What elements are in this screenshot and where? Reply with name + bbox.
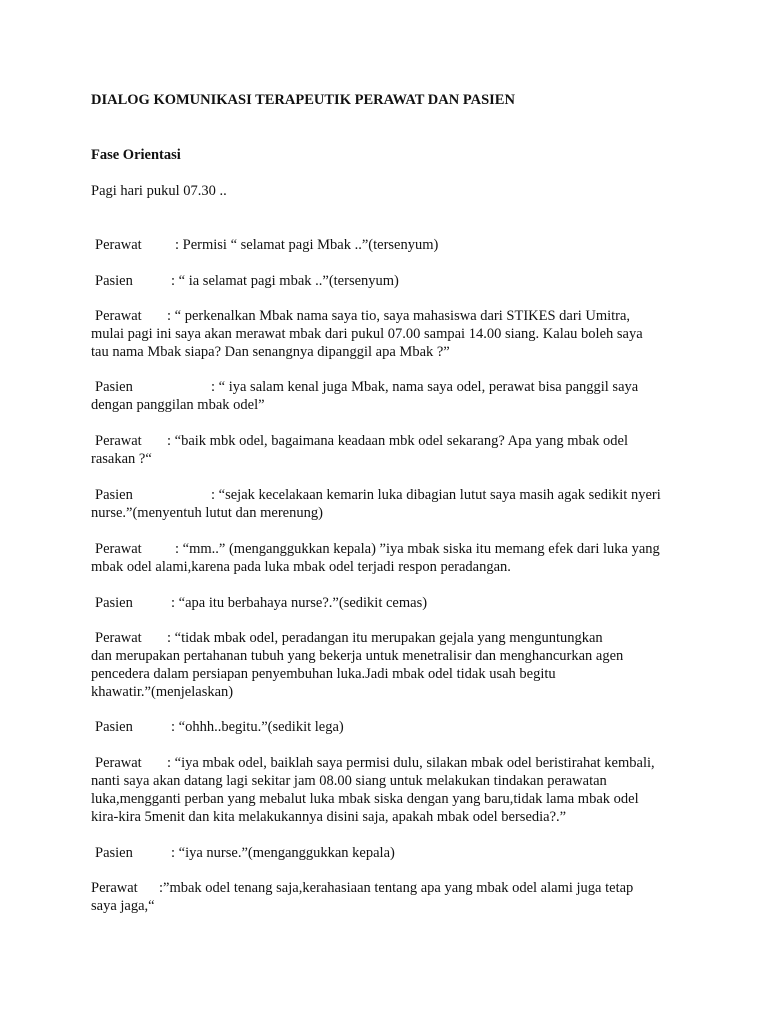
speaker-label: Pasien (95, 379, 133, 395)
dialog-first-line (91, 629, 691, 647)
dialog-text: :”mbak odel tenang saja,kerahasiaan tentang apa yang mbak odel alami juga tetap (159, 880, 634, 896)
speaker-label: Pasien (95, 487, 133, 503)
dialog-continuation-line: pencedera dalam persiapan penyembuhan luka.Jadi mbak odel tidak usah begitu (91, 666, 556, 682)
dialog-first-line (91, 594, 691, 612)
dialog-text: : “baik mbk odel, bagaimana keadaan mbk odel sekarang? Apa yang mbak odel (167, 433, 629, 449)
dialog-entry-pasien (91, 844, 691, 862)
dialog-first-line (91, 236, 691, 254)
dialog-first-line (91, 486, 691, 504)
time-note: Pagi hari pukul 07.30 .. (91, 183, 227, 199)
dialog-entry-perawat (91, 432, 691, 468)
dialog-text: : “iya nurse.”(menganggukkan kepala) (171, 845, 395, 861)
dialog-first-line (91, 378, 691, 396)
dialog-first-line (91, 307, 691, 325)
dialog-entry-pasien (91, 272, 691, 290)
dialog-entry-perawat (91, 629, 691, 701)
dialog-first-line (91, 540, 691, 558)
dialog-first-line (91, 272, 691, 290)
speaker-label: Perawat (95, 308, 142, 324)
dialog-text: : “ ia selamat pagi mbak ..”(tersenyum) (171, 273, 399, 289)
dialog-continuation-line: tau nama Mbak siapa? Dan senangnya dipanggil apa Mbak ?” (91, 344, 450, 360)
dialog-text: : “sejak kecelakaan kemarin luka dibagian lutut saya masih agak sedikit nyeri (211, 487, 661, 503)
speaker-label: Pasien (95, 595, 133, 611)
dialog-text: : “iya mbak odel, baiklah saya permisi dulu, silakan mbak odel beristirahat kembali, (167, 755, 655, 771)
dialog-text: : “mm..” (menganggukkan kepala) ”iya mbak siska itu memang efek dari luka yang (175, 541, 660, 557)
speaker-label: Pasien (95, 273, 133, 289)
dialog-text: : “tidak mbak odel, peradangan itu merupakan gejala yang menguntungkan (167, 630, 603, 646)
speaker-label: Perawat (95, 630, 142, 646)
dialog-text: : “ohhh..begitu.”(sedikit lega) (171, 719, 344, 735)
speaker-label: Pasien (95, 845, 133, 861)
dialog-entry-perawat (91, 236, 691, 254)
dialog-entry-perawat (91, 754, 691, 826)
dialog-text: : “ perkenalkan Mbak nama saya tio, saya mahasiswa dari STIKES dari Umitra, (167, 308, 631, 324)
dialog-first-line (91, 432, 691, 450)
dialog-first-line (91, 844, 691, 862)
dialog-continuation-line: khawatir.”(menjelaskan) (91, 684, 234, 700)
dialog-first-line (91, 718, 691, 736)
dialog-entry-pasien (91, 594, 691, 612)
dialog-entry-perawat (91, 879, 691, 915)
dialog-continuation-line: saya jaga,“ (91, 898, 155, 914)
dialog-entry-pasien (91, 486, 691, 522)
dialog-entry-perawat (91, 307, 691, 361)
dialog-continuation-line: nurse.”(menyentuh lutut dan merenung) (91, 505, 323, 521)
dialog-entry-pasien (91, 718, 691, 736)
dialog-continuation-line: mbak odel alami,karena pada luka mbak odel terjadi respon peradangan. (91, 559, 511, 575)
dialog-entry-perawat (91, 540, 691, 576)
dialog-continuation-line: dan merupakan pertahanan tubuh yang bekerja untuk menetralisir dan menghancurkan agen (91, 648, 624, 664)
dialog-first-line (91, 754, 691, 772)
speaker-label: Perawat (95, 755, 142, 771)
dialog-continuation-line: luka,mengganti perban yang mebalut luka mbak siska dengan yang baru,tidak lama mbak odel (91, 791, 639, 807)
speaker-label: Perawat (95, 433, 142, 449)
dialog-continuation-line: nanti saya akan datang lagi sekitar jam 08.00 siang untuk melakukan tindakan perawatan (91, 773, 607, 789)
dialog-continuation-line: dengan panggilan mbak odel” (91, 397, 265, 413)
dialog-first-line (91, 879, 691, 897)
dialog-continuation-line: mulai pagi ini saya akan merawat mbak dari pukul 07.00 sampai 14.00 siang. Kalau boleh saya (91, 326, 643, 342)
speaker-label: Perawat (91, 880, 138, 896)
dialog-text: : “apa itu berbahaya nurse?.”(sedikit cemas) (171, 595, 428, 611)
dialog-continuation-line: kira-kira 5menit dan kita melakukannya disini saja, apakah mbak odel bersedia?.” (91, 809, 567, 825)
document-title: DIALOG KOMUNIKASI TERAPEUTIK PERAWAT DAN PASIEN (91, 92, 515, 108)
dialog-entry-pasien (91, 378, 691, 414)
dialog-continuation-line: rasakan ?“ (91, 451, 152, 467)
speaker-label: Perawat (95, 541, 142, 557)
speaker-label: Pasien (95, 719, 133, 735)
dialog-text: : “ iya salam kenal juga Mbak, nama saya odel, perawat bisa panggil saya (211, 379, 639, 395)
dialog-text: : Permisi “ selamat pagi Mbak ..”(tersenyum) (175, 237, 439, 253)
section-heading: Fase Orientasi (91, 147, 181, 163)
speaker-label: Perawat (95, 237, 142, 253)
